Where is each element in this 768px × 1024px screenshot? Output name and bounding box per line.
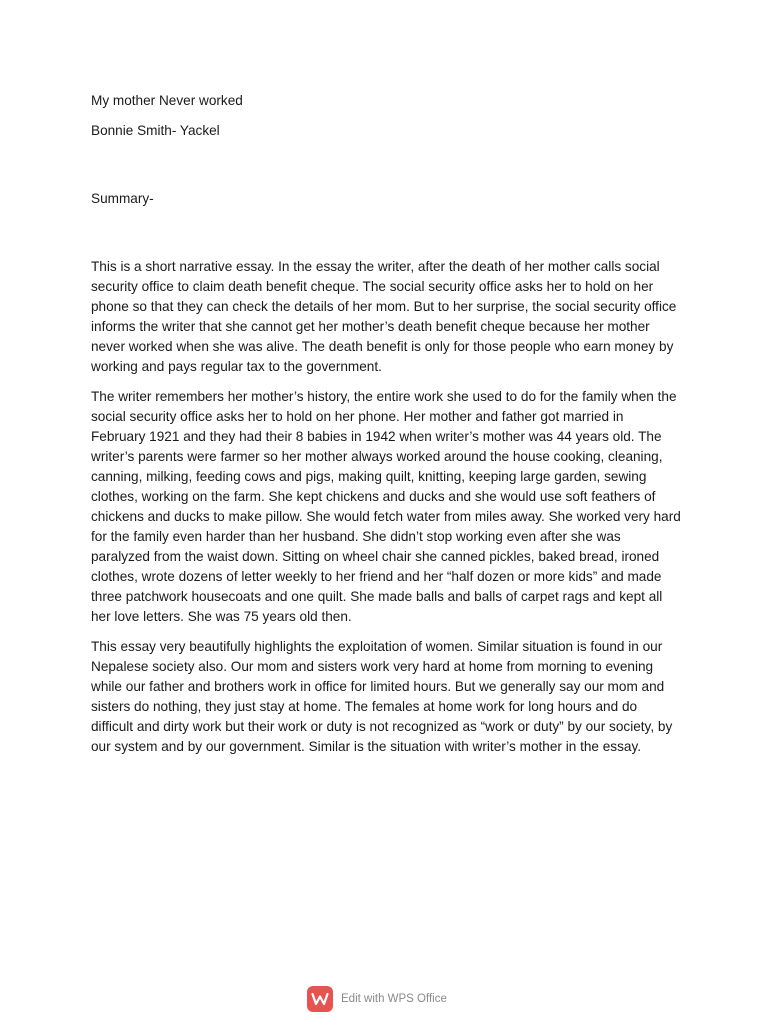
paragraph-3: This essay very beautifully highlights the exploitation of women. Similar situation is found in our Nepalese society also. Our mom and sisters work very hard at home from morning to evening while our father and brothers work in office for limited hours. But we generally say our mom and sisters do nothing, they just stay at home. The females at home work for long hours and do difficult and dirty work but their work or duty is not recognized as “work or duty” by our society, by our system and by our government. Similar is the situation with writer’s mother in the essay.	[91, 639, 673, 754]
paragraph-1: This is a short narrative essay. In the essay the writer, after the death of her mother calls social security office to claim death benefit cheque. The social security office asks her to hold on her phone so that they can check the details of her mom. But to her surprise, the social security office informs the writer that she cannot get her mother’s death benefit cheque because her mother never worked when she was alive. The death benefit is only for those people who earn money by working and pays regular tax to the government.	[91, 259, 677, 374]
document-body	[91, 91, 681, 757]
document-title: My mother Never worked	[91, 93, 243, 108]
wps-edit-link[interactable]	[307, 986, 447, 1012]
wps-office-logo-icon	[307, 986, 333, 1012]
document-author: Bonnie Smith- Yackel	[91, 123, 220, 138]
wps-edit-label: Edit with WPS Office	[341, 993, 447, 1005]
paragraph-2: The writer remembers her mother’s history, the entire work she used to do for the family when the social security office asks her to hold on her phone. Her mother and father got married in February 1921 and they had their 8 babies in 1942 when writer’s mother was 44 years old. The writer’s parents were farmer so her mother always worked around the house cooking, cleaning, canning, milking, feeding cows and pigs, making quilt, knitting, keeping large garden, sewing clothes, working on the farm. She kept chickens and ducks and she would use soft feathers of chickens and ducks to make pillow. She would fetch water from miles away. She worked very hard for the family even harder than her husband. She didn’t stop working even after she was paralyzed from the waist down. Sitting on wheel chair she canned pickles, baked bread, ironed clothes, wrote dozens of letter weekly to her friend and her “half dozen or more kids” and made three patchwork housecoats and one quilt. She made balls and balls of carpet rags and kept all her love letters. She was 75 years old then.	[91, 389, 681, 624]
section-heading: Summary-	[91, 191, 154, 206]
